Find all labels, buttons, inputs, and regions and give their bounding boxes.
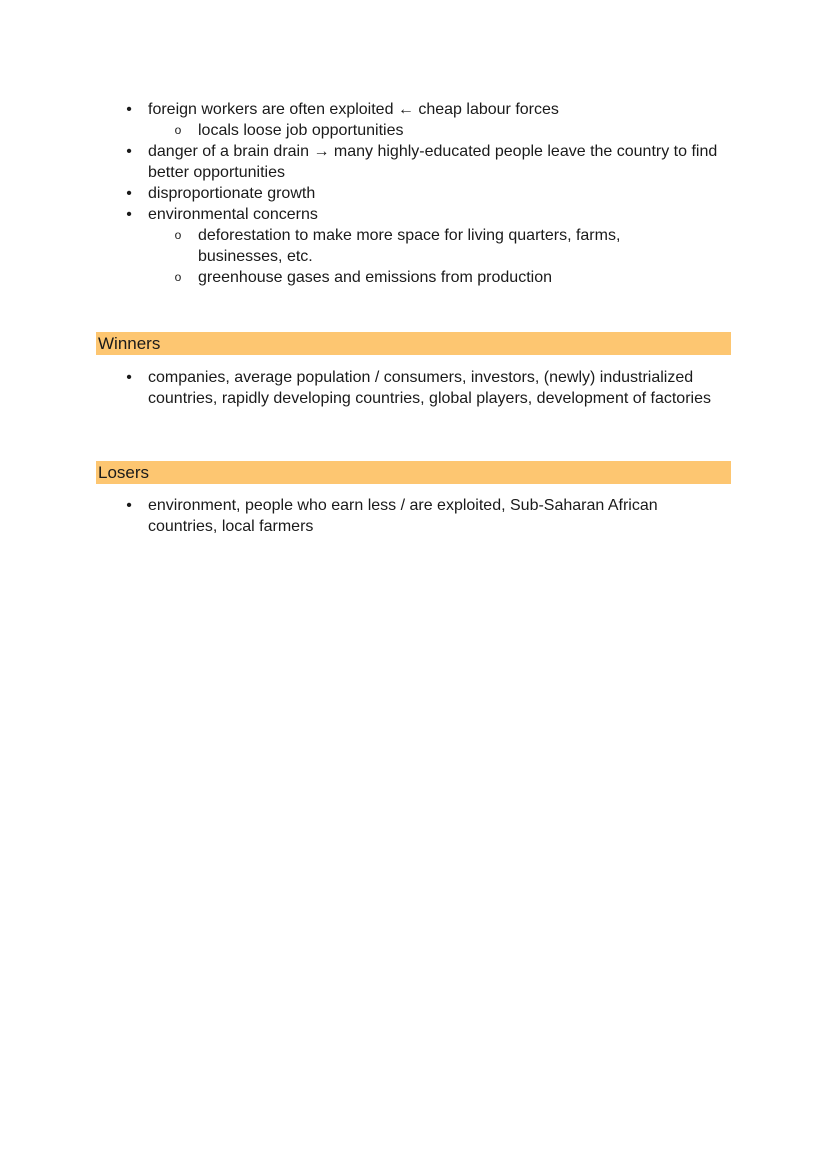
bullet-icon: • bbox=[126, 143, 132, 160]
consequences-list bbox=[0, 99, 728, 288]
bullet-icon: • bbox=[126, 497, 132, 514]
sub-bullet-icon: o bbox=[174, 228, 182, 242]
list-item bbox=[0, 495, 728, 537]
sub-list-item bbox=[0, 225, 658, 267]
losers-list bbox=[0, 495, 728, 537]
list-item-text: environmental concerns bbox=[148, 206, 318, 223]
list-item-text: companies, average population / consumers, investors, (newly) industrialized countries, rapidly developing countries, global players, development of factories bbox=[148, 369, 711, 407]
list-item bbox=[0, 183, 728, 204]
bullet-icon: • bbox=[126, 206, 132, 223]
sub-bullet-icon: o bbox=[174, 270, 182, 284]
sub-list-item-text: locals loose job opportunities bbox=[198, 122, 404, 139]
winners-heading: Winners bbox=[96, 332, 731, 355]
list-item-text: danger of a brain drain → many highly-educated people leave the country to find better opportunities bbox=[148, 143, 718, 181]
sub-list-item-text: greenhouse gases and emissions from production bbox=[198, 269, 552, 286]
list-item-text: environment, people who earn less / are exploited, Sub-Saharan African countries, local farmers bbox=[148, 497, 658, 535]
list-item bbox=[0, 367, 728, 409]
bullet-icon: • bbox=[126, 369, 132, 386]
sub-bullet-icon: o bbox=[174, 123, 182, 137]
list-item-text: disproportionate growth bbox=[148, 185, 316, 202]
bullet-icon: • bbox=[126, 185, 132, 202]
losers-heading: Losers bbox=[96, 461, 731, 484]
winners-list bbox=[0, 367, 728, 409]
list-item bbox=[0, 99, 728, 120]
bullet-icon: • bbox=[126, 101, 132, 118]
list-item-text: foreign workers are often exploited ← cheap labour forces bbox=[148, 101, 559, 118]
list-item bbox=[0, 204, 728, 225]
list-item bbox=[0, 141, 728, 183]
sub-list-item-text: deforestation to make more space for living quarters, farms, businesses, etc. bbox=[198, 227, 621, 265]
sub-list-item bbox=[0, 120, 658, 141]
sub-list-item bbox=[0, 267, 658, 288]
